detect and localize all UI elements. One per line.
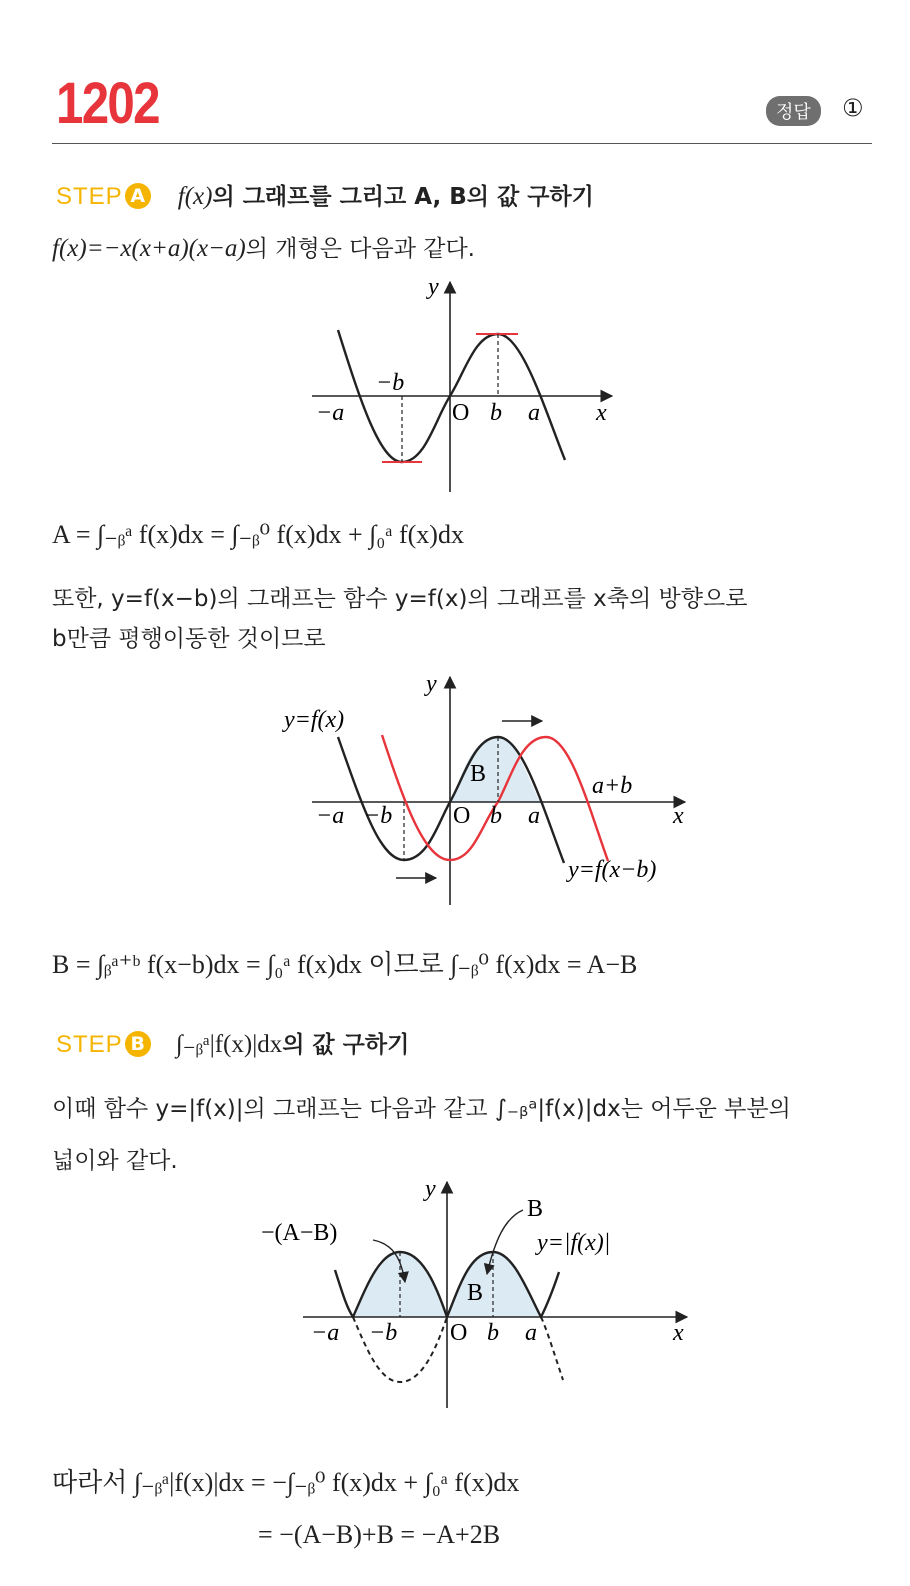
label-neg-a: −a [316,400,345,426]
label-A-minus-B: −(A−B) [261,1220,338,1246]
label-origin: O [452,400,470,426]
step-a-line1-text: 의 개형은 다음과 같다. [245,236,475,262]
step-b-heading [56,1026,409,1059]
step-b-label: STEP [56,1031,123,1058]
label-neg-b: −b [369,1320,398,1346]
equation-A: A = ∫₋ᵦᵃ f(x)dx = ∫₋ᵦ⁰ f(x)dx + ∫₀ᵃ f(x)dx [52,520,464,549]
label-neg-a: −a [311,1320,340,1346]
graph-shift [270,665,710,910]
x-label: x [673,803,684,829]
label-origin: O [453,803,471,829]
function-definition: f(x)=−x(x+a)(x−a) [52,235,246,262]
label-b: b [487,1320,499,1346]
label-b: b [490,400,502,426]
step-a-line2a: 또한, y=f(x−b)의 그래프는 함수 y=f(x)의 그래프를 x축의 방향으로 [52,586,748,612]
equation-B: B = ∫ᵦᵃ⁺ᵇ f(x−b)dx = ∫₀ᵃ f(x)dx 이므로 ∫₋ᵦ⁰ f(x)dx = A−B [52,950,638,979]
step-b-line1: 이때 함수 y=|f(x)|의 그래프는 다음과 같고 ∫₋ᵦᵃ|f(x)|dx는 어두운 부분의 [52,1096,791,1122]
y-label: y [425,1176,436,1202]
label-origin: O [450,1320,468,1346]
step-a-label: STEP [56,183,123,210]
label-fx-b: y=f(x−b) [568,857,657,883]
step-a-title: 의 그래프를 그리고 A, B의 값 구하기 [212,184,594,210]
y-label: y [426,671,437,697]
step-b-title-math: ∫₋ᵦᵃ|f(x)|dx [175,1031,283,1058]
problem-number: 1202 [56,71,159,136]
label-neg-b: −b [364,803,393,829]
label-a: a [525,1320,537,1346]
step-a-title-math: f(x) [177,183,213,210]
label-abs-fx: y=|f(x)| [537,1230,611,1256]
label-B-top: B [527,1196,544,1222]
y-label: y [428,274,439,300]
label-b: b [490,803,502,829]
step-a-heading [56,178,594,211]
label-neg-a: −a [316,803,345,829]
final-equation-1: 따라서 ∫₋ᵦᵃ|f(x)|dx = −∫₋ᵦ⁰ f(x)dx + ∫₀ᵃ f(x)dx [52,1468,520,1497]
step-a-line2b: b만큼 평행이동한 것이므로 [52,626,326,652]
step-b-letter: B [125,1031,151,1057]
label-B: B [470,761,487,787]
answer-badge: 정답 [766,96,821,126]
step-a-line1 [52,230,475,263]
label-a-plus-b: a+b [592,773,633,799]
label-neg-b: −b [376,370,405,396]
label-fx: y=f(x) [284,707,345,733]
step-b-title: 의 값 구하기 [282,1032,410,1058]
label-a: a [528,803,540,829]
graph-abs [255,1170,695,1415]
step-b-line2: 넓이와 같다. [52,1148,178,1174]
label-a: a [528,400,540,426]
label-B-inside: B [467,1280,484,1306]
step-a-letter: A [125,183,151,209]
header-divider [52,143,872,144]
x-label: x [596,400,607,426]
x-label: x [673,1320,684,1346]
final-equation-2: = −(A−B)+B = −A+2B [258,1520,501,1549]
answer-value: ① [842,94,864,122]
graph-cubic [300,270,630,495]
